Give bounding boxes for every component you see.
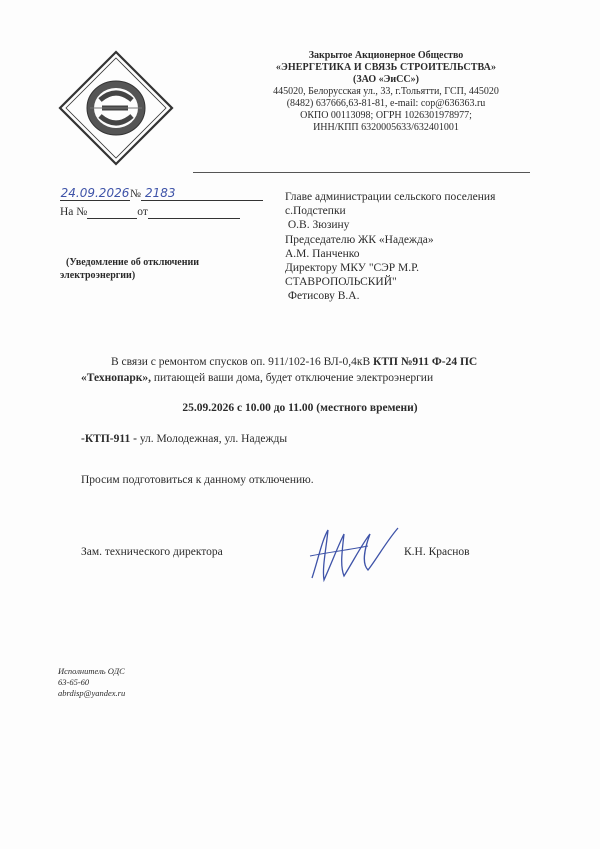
addressee-block — [285, 190, 535, 304]
addressee-line: с.Подстепки — [285, 205, 346, 218]
org-short-name: (ЗАО «ЭиСС») — [353, 74, 419, 85]
outgoing-date: 24.09.2026 — [60, 186, 130, 200]
reference-from-label: от — [137, 206, 148, 218]
addressee-line: Фетисову В.А. — [285, 290, 360, 303]
reference-label: На № — [60, 206, 88, 218]
signer-name: К.Н. Краснов — [404, 546, 470, 558]
handwritten-signature — [304, 520, 404, 588]
org-name: «ЭНЕРГЕТИКА И СВЯЗЬ СТРОИТЕЛЬСТВА» — [275, 62, 497, 73]
number-label: № — [130, 188, 141, 200]
executor-email: abrdisp@yandex.ru — [58, 688, 126, 698]
addressee-line: А.М. Панченко — [285, 247, 360, 260]
org-address: 445020, Белорусская ул., 33, г.Тольятти, ГСП, 445020 — [273, 86, 499, 97]
org-inn: ИНН/КПП 6320005633/632401001 — [313, 122, 459, 133]
outgoing-number-line — [60, 186, 270, 201]
letter-subject: (Уведомление об отключении электроэнергии) — [60, 257, 200, 281]
addressee-line: Главе администрации сельского поселения — [285, 191, 496, 203]
company-logo — [56, 48, 176, 168]
executor-info — [58, 666, 258, 699]
request-text: Просим подготовиться к данному отключению. — [81, 474, 314, 486]
org-header — [236, 50, 536, 134]
org-type: Закрытое Акционерное Общество — [308, 50, 464, 61]
affected-streets: -КТП-911 - ул. Молодежная, ул. Надежды — [81, 433, 288, 445]
executor-label: Исполнитель ОДС — [58, 666, 125, 676]
org-okpo: ОКПО 00113098; ОГРН 1026301978977; — [300, 110, 472, 121]
outage-time: 25.09.2026 с 10.00 до 11.00 (местного времени) — [182, 402, 418, 414]
header-divider — [193, 172, 530, 173]
reference-line — [60, 206, 270, 219]
org-contacts: (8482) 637666,63-81-81, e-mail: cop@636363.ru — [286, 98, 486, 109]
notice-paragraph: В связи с ремонтом спусков оп. 911/102-16 ВЛ-0,4кВ КТП №911 Ф-24 ПС «Технопарк», питающей ваши дома, будет отключение электроэнергии — [81, 356, 478, 384]
signer-position: Зам. технического директора — [81, 546, 223, 558]
executor-phone: 63-65-60 — [58, 677, 90, 687]
addressee-line: Председателю ЖК «Надежда» — [285, 233, 434, 246]
addressee-line: О.В. Зюзину — [285, 219, 350, 232]
outgoing-number: 2183 — [141, 186, 263, 201]
addressee-line: СТАВРОПОЛЬСКИЙ" — [285, 276, 397, 289]
addressee-line: Директору МКУ "СЭР М.Р. — [285, 262, 419, 275]
